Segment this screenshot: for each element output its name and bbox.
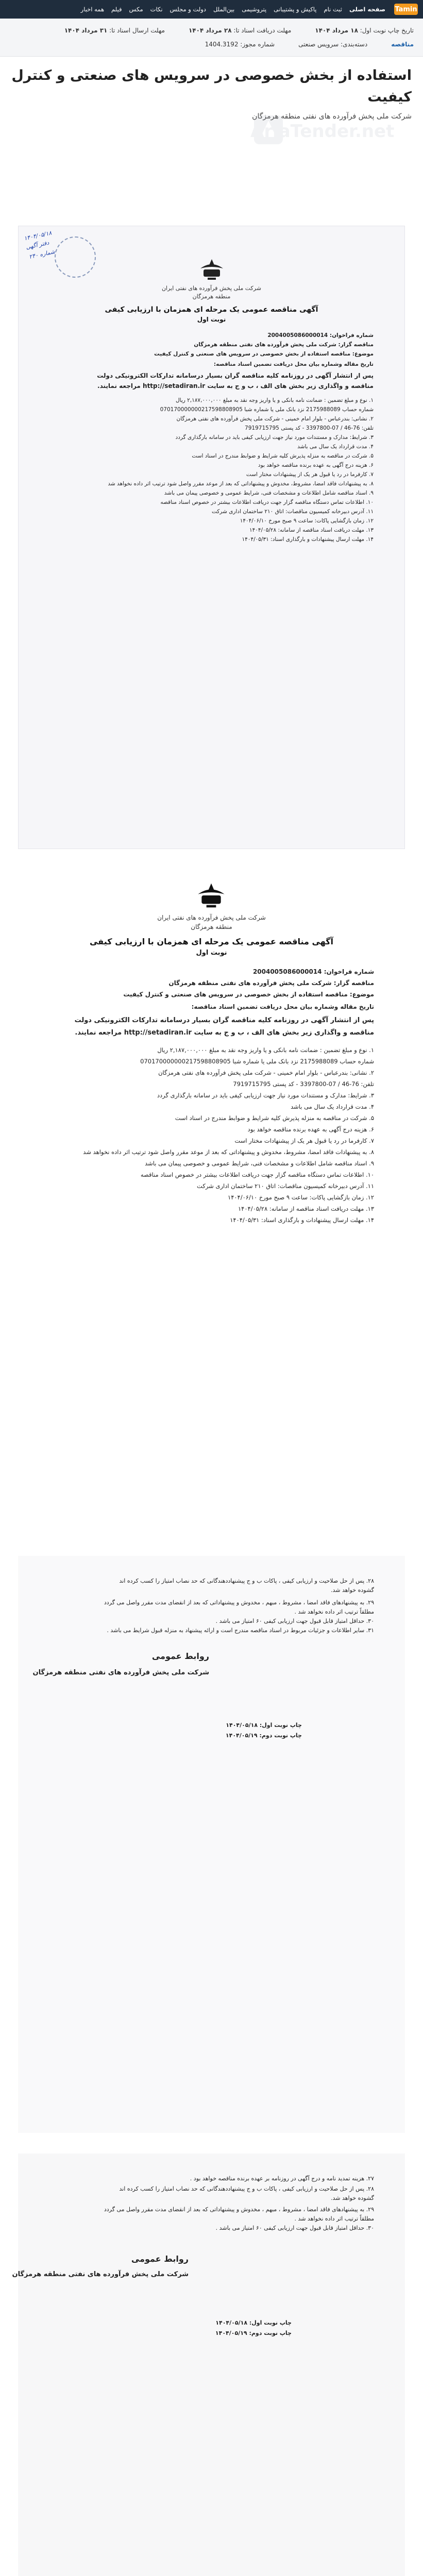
doc3-line: ۲۸. پس از حل صلاحیت و ارزیابی کیفی ، پاکات ب و ج پیشنهاددهندگانی که حد نصاب امتیاز را کسب کرده اند	[119, 1578, 374, 1584]
doc3-signature-title: روابط عمومی	[151, 1651, 209, 1661]
doc1-org-line-2: منطقه هرمزگان	[192, 293, 231, 300]
submit-deadline-value: ۳۱ مرداد ۱۴۰۴	[64, 27, 108, 34]
doc1-org-line-1: شرکت ملی پخش فرآورده های نفتی ایران	[161, 285, 262, 292]
nav-item-tips[interactable]: نکات	[150, 6, 163, 13]
doc2-line: ۹. اسناد مناقصه شامل اطلاعات و مشخصات فنی، شرایط عمومی و خصوصی پیمان می باشد	[145, 1160, 374, 1167]
doc1-line: تاریخ مقاله وشماره بیان محل دریافت تضمین اسناد مناقصه:	[213, 361, 374, 367]
license	[205, 41, 275, 48]
nioc-emblem-icon	[196, 257, 227, 282]
doc2-line: موضوع: مناقصه استفاده از بخش خصوصی در سرویس های صنعتی و کنترل کیفیت	[123, 991, 374, 998]
tender-scan-page-4	[12, 2154, 405, 2576]
nioc-emblem-icon	[193, 881, 229, 910]
nav-menu	[77, 6, 389, 13]
doc3-line: ۳۱. سایر اطلاعات و جزئیات مربوط در اسناد مناقصه مندرج است و ارائه پیشنهاد به منزله قبول شرایط می باشد .	[107, 1627, 374, 1634]
handwritten-note-number: شماره ۲۴۰	[28, 248, 56, 261]
receive-deadline-label: مهلت دریافت اسناد تا:	[233, 27, 292, 34]
doc2-line: ۱۲. زمان بازگشایی پاکات: ساعت ۹ صبح مورخ ۱۴۰۴/۰۶/۱۰	[228, 1194, 374, 1201]
doc2-org-line-1: شرکت ملی پخش فرآورده های نفتی ایران	[157, 914, 266, 921]
doc3-line: گشوده خواهد شد.	[331, 1587, 374, 1594]
doc1-line: موضوع: مناقصه استفاده از بخش خصوصی در سرویس های صنعتی و کنترل کیفیت	[154, 351, 374, 357]
tender-scan-page-3	[18, 1556, 405, 2133]
doc3-print-first: چاپ نوبت اول: ۱۴۰۴/۰۵/۱۸	[226, 1722, 302, 1728]
submit-deadline-label: مهلت ارسال اسناد تا:	[109, 27, 165, 34]
doc4-line: ۲۹. به پیشنهادهای فاقد امضا ، مشروط ، مبهم ، مخدوش و پیشنهاداتی که بعد از انقضای مدت مقرر واصل می گردد	[104, 2206, 374, 2213]
doc1-line: ۵. شرکت در مناقصه به منزله پذیرش کلیه شرایط و ضوابط مندرج در اسناد است	[192, 453, 374, 459]
doc1-ad-title: آگهی مناقصه عمومی یک مرحله ای همزمان با ارزیابی کیفی	[105, 306, 318, 314]
handwritten-note-office: دفتر آگهی	[25, 239, 50, 251]
doc2-line: ۱۴. مهلت ارسال پیشنهادات و بارگذاری اسناد: ۱۴۰۴/۰۵/۳۱	[230, 1216, 374, 1224]
doc1-line: ۱۰. اطلاعات تماس دستگاه مناقصه گزار جهت دریافت اطلاعات بیشتر در خصوص اسناد مناقصه	[160, 499, 374, 505]
doc3-print-second: چاپ نوبت دوم: ۱۴۰۴/۰۵/۱۹	[225, 1732, 302, 1739]
doc1-line: شماره حساب 2175988089 نزد بانک ملی یا شماره شبا 070170000000217598808905	[160, 406, 374, 413]
doc1-line: ۸. به پیشنهادات فاقد امضا، مشروط، مخدوش و پیشنهاداتی که بعد از موعد مقرر واصل شود ترتیب اثر داده نخواهد شد	[108, 481, 374, 487]
doc2-line: تلفن: 76-46 / 07-3397800 - کد پستی 7919715795	[233, 1080, 374, 1088]
doc1-line: ۱۲. زمان بازگشایی پاکات: ساعت ۹ صبح مورخ ۱۴۰۴/۰۶/۱۰	[240, 518, 374, 524]
doc4-line: ۲۷. هزینه تمدید نامه و درج آگهی در روزنامه بر عهده برنده مناقصه خواهد بود .	[190, 2175, 374, 2182]
doc2-line: ۴. مدت قرارداد یک سال می باشد	[291, 1103, 374, 1110]
print-date-value: ۱۸ مرداد ۱۴۰۴	[315, 27, 358, 34]
print-date-label: تاریخ چاپ نوبت اول:	[360, 27, 414, 34]
doc2-line: ۷. کارفرما در رد یا قبول هر یک از پیشنهادات مختار است	[234, 1137, 374, 1144]
info-row-meta	[9, 37, 414, 52]
nav-item-government[interactable]: دولت و مجلس	[170, 6, 206, 13]
doc4-line: ۲۸. پس از حل صلاحیت و ارزیابی کیفی ، پاکات ب و ج پیشنهاددهندگانی که حد نصاب امتیاز را کسب کرده اند	[119, 2185, 374, 2192]
doc2-line: مناقصه گزار: شرکت ملی پخش فرآورده های نفتی منطقه هرمزگان	[168, 979, 374, 987]
nav-item-video[interactable]: فیلم	[111, 6, 122, 13]
doc2-line: شماره حساب 2175988089 نزد بانک ملی یا شماره شبا 070170000000217598808905	[140, 1058, 374, 1065]
doc4-line: ۳۰. حداقل امتیاز قابل قبول جهت ارزیابی کیفی ۶۰ امتیاز می باشد .	[215, 2225, 374, 2231]
doc2-line: ۱۳. مهلت دریافت اسناد مناقصه از سامانه: ۱۴۰۴/۰۵/۲۸	[238, 1205, 374, 1212]
category-value[interactable]: سرویس صنعتی	[298, 41, 339, 48]
category	[298, 41, 367, 48]
tender-info-bar	[0, 19, 423, 57]
doc1-line: ۴. مدت قرارداد یک سال می باشد	[297, 444, 374, 450]
doc2-line: ۱۱. آدرس دبیرخانه کمیسیون مناقصات: اتاق ۲۱۰ ساختمان اداری شرکت	[197, 1182, 374, 1190]
nav-item-all-news[interactable]: همه اخبار	[80, 6, 105, 13]
doc4-line: گشوده خواهد شد.	[331, 2195, 374, 2201]
site-logo[interactable]: Tamin	[394, 4, 418, 15]
page-title: استفاده از بخش خصوصی در سرویس های صنعتی و کنترل کیفیت	[11, 67, 412, 105]
top-navbar	[0, 0, 423, 19]
watermark-text: AriaTender.net	[250, 121, 395, 142]
doc3-line: ۲۹. به پیشنهادهای فاقد امضا ، مشروط ، مبهم ، مخدوش و پیشنهاداتی که بعد از انقضای مدت مقرر واصل می گردد	[104, 1599, 374, 1606]
stamp-seal	[55, 236, 96, 278]
doc2-line: ۱. نوع و مبلغ تضمین : ضمانت نامه بانکی و یا واریز وجه نقد به مبلغ ۲,۱۸۷,۰۰۰,۰۰۰ ریال	[157, 1046, 374, 1054]
doc1-line: شماره فراخوان: 2004005086000014	[267, 332, 374, 338]
nav-item-photo[interactable]: مکس	[129, 6, 143, 13]
nav-item-home[interactable]: صفحه اصلی	[349, 6, 385, 13]
doc1-line: ۹. اسناد مناقصه شامل اطلاعات و مشخصات فنی، شرایط عمومی و خصوصی پیمان می باشد	[164, 490, 374, 496]
doc2-ad-title: آگهی مناقصه عمومی یک مرحله ای همزمان با ارزیابی کیفی	[89, 937, 334, 946]
license-label: شماره مجوز:	[240, 41, 275, 48]
license-value: 1404.3192	[205, 41, 239, 48]
nav-item-register[interactable]: ثبت نام	[324, 6, 342, 13]
tender-scan-page-1	[18, 226, 405, 849]
doc3-signature-org: شرکت ملی پخش فرآورده های نفتی منطقه هرمزگان	[32, 1669, 209, 1676]
nav-item-support[interactable]: پاکیش و پشتیبانی	[274, 6, 317, 13]
receive-deadline-value: ۲۸ مرداد ۱۴۰۴	[188, 27, 232, 34]
page-subtitle: شرکت ملی پخش فرآورده های نفتی منطقه هرمزگان	[252, 112, 412, 121]
doc1-line: ۶. هزینه درج آگهی به عهده برنده مناقصه خواهد بود	[258, 462, 374, 468]
doc1-line: ۳. شرایط: مدارک و مستندات مورد نیاز جهت ارزیابی کیفی باید در سامانه بارگذاری گردد	[175, 434, 374, 440]
doc1-line: ۱۳. مهلت دریافت اسناد مناقصه از سامانه: ۱۴۰۴/۰۵/۲۸	[249, 527, 374, 533]
doc1-line: پس از انتشار آگهی در روزنامه کلیه مناقصه گران بسیار درسامانه تدارکات الکترونیکی دولت	[97, 372, 374, 379]
doc2-line: ۵. شرکت در مناقصه به منزله پذیرش کلیه شرایط و ضوابط مندرج در اسناد است	[175, 1114, 374, 1122]
doc1-line: ۱. نوع و مبلغ تضمین : ضمانت نامه بانکی و یا واریز وجه نقد به مبلغ ۲,۱۸۷,۰۰۰,۰۰۰ ریال	[175, 397, 374, 403]
doc2-line: ۳. شرایط: مدارک و مستندات مورد نیاز جهت ارزیابی کیفی باید در سامانه بارگذاری گردد	[157, 1092, 374, 1099]
doc2-line: تاریخ مقاله وشماره بیان محل دریافت تضمین اسناد مناقصه:	[191, 1003, 374, 1010]
doc1-line: تلفن: 76-46 / 07-3397800 - کد پستی 7919715795	[245, 425, 374, 431]
doc2-ad-subtitle: نوبت اول	[196, 949, 227, 957]
tender-scan-page-2	[18, 876, 405, 1546]
doc1-line: ۱۱. آدرس دبیرخانه کمیسیون مناقصات: اتاق ۲۱۰ ساختمان اداری شرکت	[211, 509, 374, 515]
doc1-line: مناقصه و واگذاری زیر بخش های الف ، ب و ج به سایت http://setadiran.ir مراجعه نمایند.	[97, 382, 374, 389]
doc4-line: مطلقاً ترتیب اثر داده نخواهد شد .	[294, 2215, 374, 2222]
submit-deadline	[64, 27, 165, 34]
doc3-line: ۳۰. حداقل امتیاز قابل قبول جهت ارزیابی کیفی ۶۰ امتیاز می باشد .	[215, 1618, 374, 1624]
doc2-line: شماره فراخوان: 2004005086000014	[252, 968, 374, 975]
handwritten-note-date: ۱۴۰۴/۰۵/۱۸	[23, 229, 53, 242]
info-row-dates	[9, 24, 414, 37]
nav-item-petrochemical[interactable]: پتروشیمی	[242, 6, 267, 13]
print-date	[315, 27, 414, 34]
doc4-print-first: چاپ نوبت اول: ۱۴۰۴/۰۵/۱۸	[215, 2319, 292, 2326]
doc2-line: ۶. هزینه درج آگهی به عهده برنده مناقصه خواهد بود	[247, 1126, 374, 1133]
doc4-signature-org: شرکت ملی پخش فرآورده های نفتی منطقه هرمزگان	[12, 2270, 189, 2278]
doc2-line: ۲. نشانی: بندرعباس - بلوار امام خمینی - شرکت ملی پخش فرآورده های نفتی هرمزگان	[158, 1069, 374, 1076]
tender-type-badge[interactable]: مناقصه	[391, 41, 414, 48]
doc2-line: ۸. به پیشنهادات فاقد امضا، مشروط، مخدوش و پیشنهاداتی که بعد از موعد مقرر واصل شود ترتیب اثر داده نخواهد شد	[83, 1148, 374, 1156]
doc1-line: مناقصه گزار: شرکت ملی پخش فرآورده های نفتی منطقه هرمزگان	[194, 342, 374, 348]
receive-deadline	[189, 27, 291, 34]
doc2-line: مناقصه و واگذاری زیر بخش های الف ، ب و ج به سایت http://setadiran.ir مراجعه نمایند.	[75, 1029, 374, 1037]
doc1-line: ۱۴. مهلت ارسال پیشنهادات و بارگذاری اسناد: ۱۴۰۴/۰۵/۳۱	[242, 536, 374, 543]
doc2-line: ۱۰. اطلاعات تماس دستگاه مناقصه گزار جهت دریافت اطلاعات بیشتر در خصوص اسناد مناقصه	[140, 1171, 374, 1178]
doc4-signature-title: روابط عمومی	[131, 2254, 189, 2264]
doc3-line: مطلقاً ترتیب اثر داده نخواهد شد .	[294, 1608, 374, 1615]
doc4-print-second: چاپ نوبت دوم: ۱۴۰۴/۰۵/۱۹	[215, 2330, 292, 2336]
doc2-org-line-2: منطقه هرمزگان	[191, 923, 232, 930]
nav-item-international[interactable]: بین‌الملل	[213, 6, 235, 13]
doc1-line: ۲. نشانی: بندرعباس - بلوار امام خمینی - شرکت ملی پخش فرآورده های نفتی هرمزگان	[176, 416, 374, 422]
doc1-ad-subtitle: نوبت اول	[197, 316, 226, 323]
doc2-line: پس از انتشار آگهی در روزنامه کلیه مناقصه گران بسیار درسامانه تدارکات الکترونیکی دولت	[74, 1016, 374, 1024]
doc1-line: ۷. کارفرما در رد یا قبول هر یک از پیشنهادات مختار است	[246, 471, 374, 478]
category-label: دسته‌بندی:	[341, 41, 368, 48]
